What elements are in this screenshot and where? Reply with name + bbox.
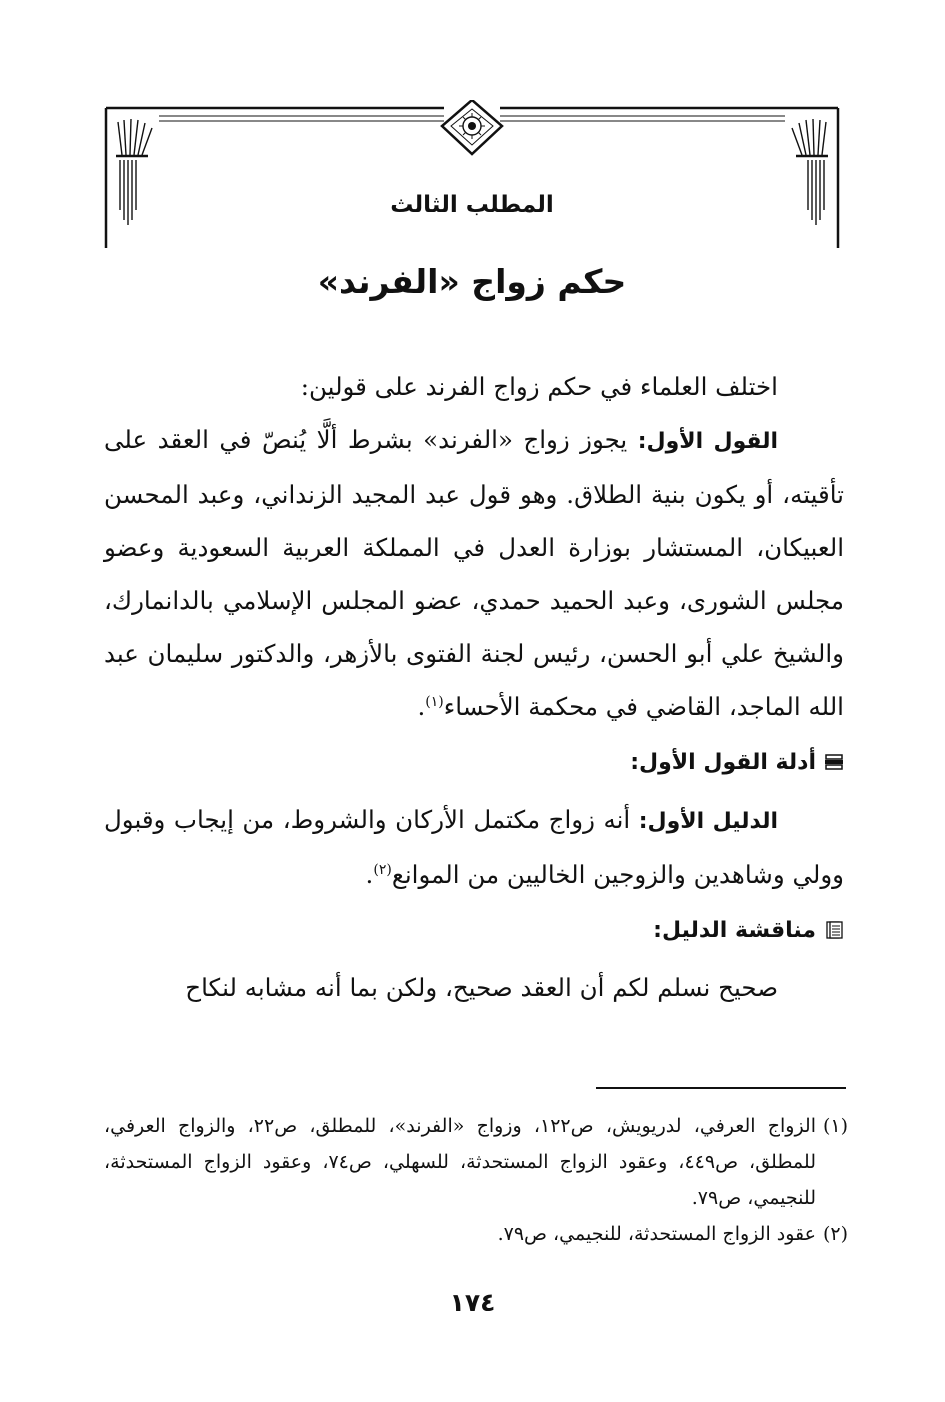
ornament-icon	[104, 100, 840, 250]
footnote-divider	[596, 1087, 846, 1089]
section-label: المطلب الثالث	[390, 192, 554, 218]
first-opinion-paragraph	[104, 413, 844, 733]
discussion-heading-text: مناقشة الدليل:	[653, 918, 816, 943]
footnote-number-2: (٢)	[822, 1223, 848, 1245]
first-opinion-end: .	[417, 692, 426, 721]
footnote-2	[104, 1216, 848, 1252]
first-evidence-end: .	[365, 860, 374, 889]
first-opinion-text: يجوز زواج «الفرند» بشرط ألَّا يُنصّ في العقد على تأقيته، أو يكون بنية الطلاق. وهو قول عبد المجيد الزنداني، وعبد المحسن العبيكان، المستشار بوزارة العدل في المملكة العربية السعودية وعضو مجلس الشورى، وعبد الحميد حمدي، عضو المجلس الإسلامي بالدانمارك، والشيخ علي أبو الحسن، رئيس لجنة الفتوى بالأزهر، والدكتور سليمان عبد الله الماجد، القاضي في محكمة الأحساء	[104, 425, 844, 721]
header-ornament-frame	[104, 100, 840, 250]
discussion-paragraph: صحيح نسلم لكم أن العقد صحيح، ولكن بما أنه مشابه لنكاح	[185, 973, 778, 1002]
footnote-ref-2[interactable]: (٢)	[373, 861, 392, 878]
first-evidence-text: أنه زواج مكتمل الأركان والشروط، من إيجاب وقبول وولي وشاهدين والزوجين الخاليين من الموانع	[104, 805, 844, 889]
body-text	[104, 360, 844, 1014]
first-evidence-lead: الدليل الأول:	[638, 809, 778, 834]
footnotes	[104, 1108, 848, 1252]
books-icon	[824, 753, 844, 771]
page-title: حكم زواج «الفرند»	[317, 262, 627, 301]
evidence-heading-text: أدلة القول الأول:	[630, 750, 816, 775]
page-number: ١٧٤	[449, 1288, 496, 1317]
document-stack-icon	[824, 921, 844, 939]
footnote-number-1: (١)	[822, 1115, 848, 1137]
footnote-1	[104, 1108, 848, 1216]
footnote-text-2: عقود الزواج المستحدثة، للنجيمي، ص٧٩.	[497, 1223, 816, 1245]
first-opinion-lead: القول الأول:	[637, 429, 778, 454]
first-evidence-paragraph	[104, 793, 844, 901]
footnote-ref-1[interactable]: (١)	[425, 693, 444, 710]
footnote-text-1: الزواج العرفي، لدريويش، ص١٢٢، وزواج «الفرند»، للمطلق، ص٢٢، والزواج العرفي، للمطلق، ص٤٤٩، وعقود الزواج المستحدثة، للسهلي، ص٧٤، وعقود الزواج المستحدثة، للنجيمي، ص٧٩.	[104, 1115, 816, 1209]
intro-paragraph: اختلف العلماء في حكم زواج الفرند على قولين:	[300, 372, 778, 401]
discussion-heading	[104, 901, 844, 961]
evidence-heading	[104, 733, 844, 793]
